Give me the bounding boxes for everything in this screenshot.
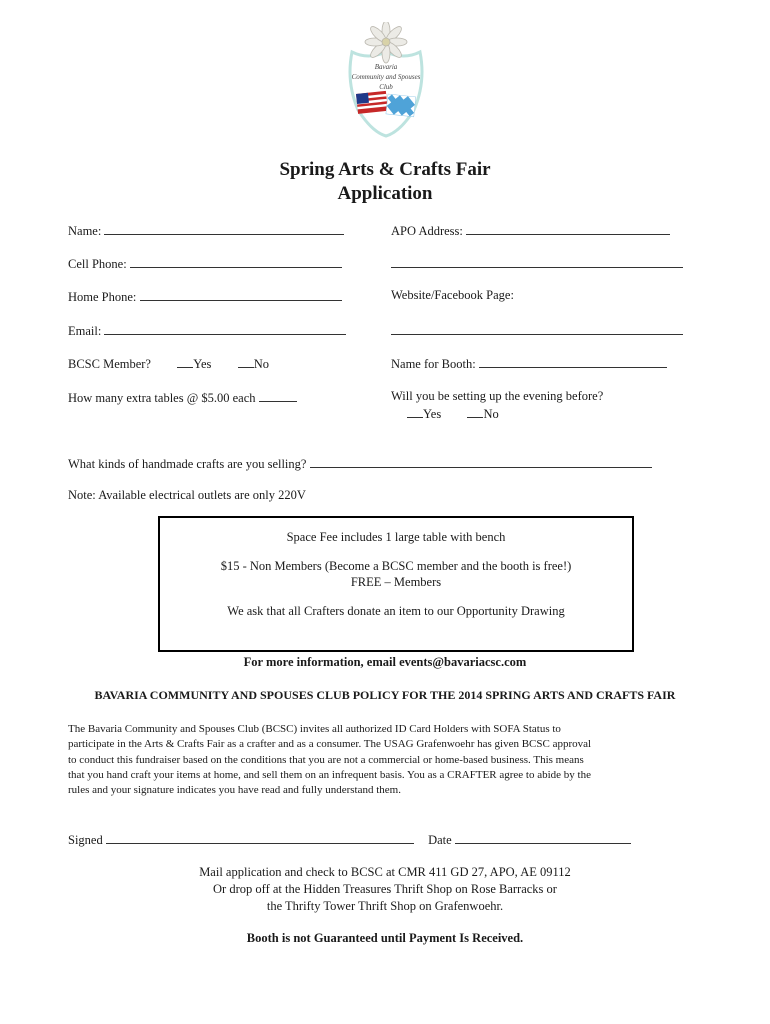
name-field[interactable] bbox=[104, 222, 344, 235]
apo-field[interactable] bbox=[466, 222, 670, 235]
evening-yes-label: Yes bbox=[423, 407, 442, 421]
crafts-label: What kinds of handmade crafts are you selling? bbox=[68, 457, 307, 471]
logo-text bbox=[338, 62, 434, 92]
website-line-row bbox=[391, 322, 683, 339]
signed-label: Signed bbox=[68, 833, 103, 847]
title-line-2: Application bbox=[337, 183, 433, 204]
cell-phone-label: Cell Phone: bbox=[68, 257, 127, 271]
website-row bbox=[391, 288, 514, 303]
signature-field[interactable] bbox=[106, 831, 414, 844]
email-row bbox=[68, 322, 346, 339]
home-phone-row bbox=[68, 288, 342, 305]
signature-row bbox=[68, 831, 631, 848]
bcsc-member-label: BCSC Member? bbox=[68, 357, 151, 371]
booth-row bbox=[391, 355, 667, 372]
member-no-label: No bbox=[253, 357, 269, 371]
evening-label: Will you be setting up the evening before? bbox=[391, 389, 604, 403]
contact-line: For more information, email events@bavariacsc.com bbox=[243, 655, 527, 669]
policy-paragraph bbox=[68, 722, 708, 798]
apo-row bbox=[391, 222, 670, 239]
evening-no-field[interactable] bbox=[467, 405, 483, 418]
mail-instructions bbox=[0, 864, 770, 915]
crafts-row bbox=[68, 455, 652, 472]
logo-line-3: Club bbox=[379, 83, 393, 91]
booth-field[interactable] bbox=[479, 355, 667, 368]
website-label: Website/Facebook Page: bbox=[391, 288, 514, 302]
evening-row bbox=[391, 389, 603, 404]
website-field[interactable] bbox=[391, 322, 683, 335]
fee-line-2: $15 - Non Members (Become a BCSC member and the booth is free!) bbox=[220, 559, 572, 573]
fee-line-4: We ask that all Crafters donate an item to our Opportunity Drawing bbox=[227, 604, 565, 618]
apo-field-line-2[interactable] bbox=[391, 255, 683, 268]
payment-notice: Booth is not Guaranteed until Payment Is Received. bbox=[246, 931, 524, 945]
name-label: Name: bbox=[68, 224, 102, 238]
policy-heading: BAVARIA COMMUNITY AND SPOUSES CLUB POLICY FOR THE 2014 SPRING ARTS AND CRAFTS FAIR bbox=[94, 688, 676, 702]
mail-line-3: the Thrifty Tower Thrift Shop on Grafenwoehr. bbox=[266, 899, 504, 913]
cell-phone-field[interactable] bbox=[130, 255, 342, 268]
extra-tables-row bbox=[68, 389, 297, 406]
home-phone-field[interactable] bbox=[140, 288, 342, 301]
policy-line: that you hand craft your items at home, and sell them on an infrequent basis. You as a CRAFTER agree to abide by the bbox=[68, 768, 591, 781]
policy-line: to conduct this fundraiser based on the conditions that you are not a commercial or home-based business. This means bbox=[68, 753, 584, 766]
extra-tables-label: How many extra tables @ $5.00 each bbox=[68, 391, 256, 405]
extra-tables-field[interactable] bbox=[259, 389, 297, 402]
policy-line: participate in the Arts & Crafts Fair as a crafter and as a consumer. The USAG Grafenwoehr has given BCSC approval bbox=[68, 738, 592, 751]
logo-line-1: Bavaria bbox=[374, 63, 398, 71]
member-no-field[interactable] bbox=[238, 355, 254, 368]
club-logo bbox=[338, 22, 434, 140]
bcsc-member-row bbox=[68, 355, 269, 372]
date-label: Date bbox=[428, 833, 452, 847]
date-field[interactable] bbox=[455, 831, 631, 844]
name-row bbox=[68, 222, 344, 239]
crafts-field[interactable] bbox=[310, 455, 652, 468]
policy-line: rules and your signature indicates you have read and fully understand them. bbox=[68, 784, 401, 797]
mail-line-1: Mail application and check to BCSC at CMR 411 GD 27, APO, AE 09112 bbox=[199, 865, 571, 879]
booth-label: Name for Booth: bbox=[391, 357, 476, 371]
policy-line: The Bavaria Community and Spouses Club (BCSC) invites all authorized ID Card Holders with SOFA Status to bbox=[68, 723, 561, 735]
fee-line-1: Space Fee includes 1 large table with bench bbox=[286, 530, 506, 544]
cell-phone-row bbox=[68, 255, 342, 272]
apo-label: APO Address: bbox=[391, 224, 463, 238]
evening-no-label: No bbox=[483, 407, 499, 421]
mail-line-2: Or drop off at the Hidden Treasures Thrift Shop on Rose Barracks or bbox=[213, 882, 557, 896]
home-phone-label: Home Phone: bbox=[68, 290, 137, 304]
member-yes-label: Yes bbox=[193, 357, 212, 371]
page-title bbox=[0, 158, 770, 206]
title-line-1: Spring Arts & Crafts Fair bbox=[279, 159, 491, 180]
evening-options-row bbox=[407, 405, 499, 422]
electrical-note: Note: Available electrical outlets are only 220V bbox=[68, 488, 306, 502]
logo-line-2: Community and Spouses bbox=[351, 73, 421, 81]
evening-yes-field[interactable] bbox=[407, 405, 423, 418]
email-field[interactable] bbox=[104, 322, 346, 335]
apo-line-2-row bbox=[391, 255, 683, 272]
fee-line-3: FREE – Members bbox=[350, 575, 442, 589]
space-fee-box bbox=[158, 516, 634, 652]
member-yes-field[interactable] bbox=[177, 355, 193, 368]
email-label: Email: bbox=[68, 324, 102, 338]
